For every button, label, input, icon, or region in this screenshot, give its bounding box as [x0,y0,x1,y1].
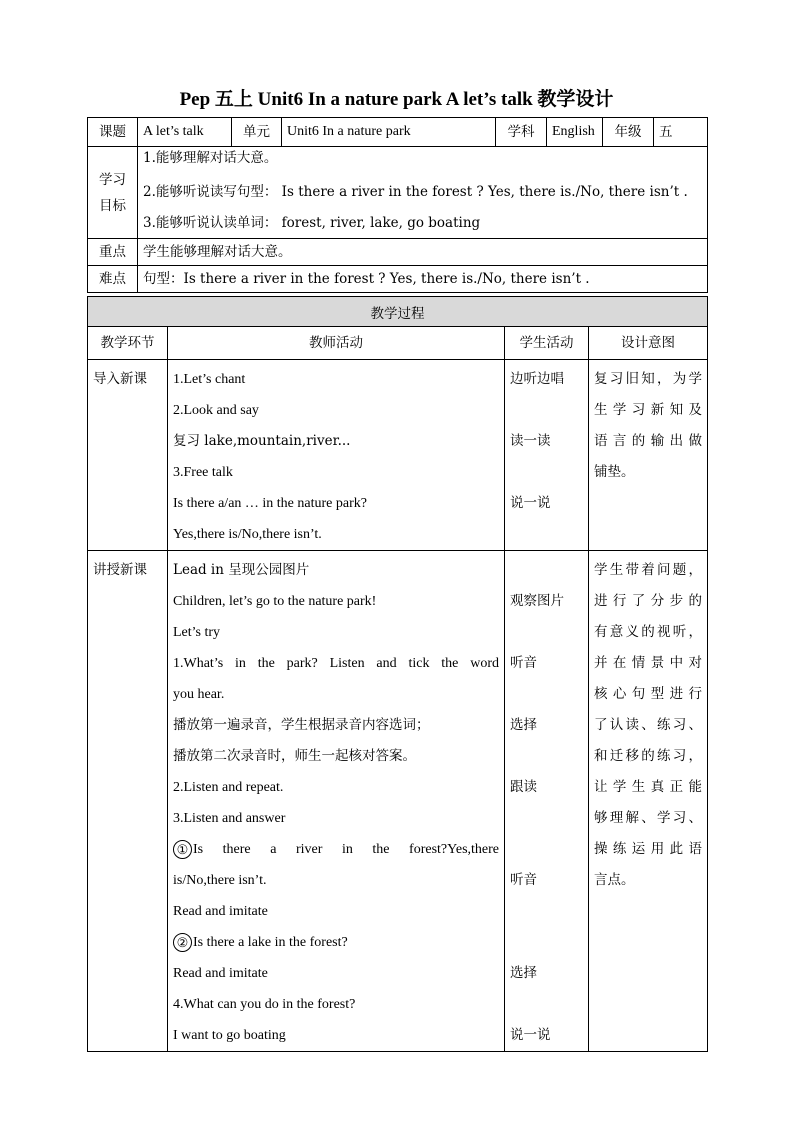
goals-label [88,147,138,239]
teacher-line: Yes,there is/No,there isn’t. [173,527,322,542]
teacher-line: 1.What’s in the park? Listen and tick the word [173,656,499,671]
student-line [510,989,583,1020]
teacher-line: 3.Listen and answer [173,811,286,826]
column-header: 设计意图 [589,327,708,360]
stage-name: 讲授新课 [88,551,168,1052]
unit-label: 单元 [232,118,282,147]
student-line: 说一说 [510,495,551,511]
design-intent [589,551,708,1052]
student-line [510,803,583,834]
goals-content [138,147,708,239]
student-line: 边听边唱 [510,371,564,387]
difficulty-label: 难点 [88,266,138,293]
teacher-line: 4.What can you do in the forest? [173,997,356,1012]
key-point-label: 重点 [88,239,138,266]
intent-line: 有意义的视听， [594,624,702,640]
intent-line: 核心句型进行 [594,686,702,702]
subject-label: 学科 [496,118,547,147]
topic-value: A let’s talk [138,118,232,147]
teacher-line: Read and imitate [173,966,268,981]
intent-line: 复习旧知，为学 [594,371,702,387]
student-line: 选择 [510,965,537,981]
goal-line: 3.能够听说认读单词： forest, river, lake, go boating [143,215,481,231]
student-line [510,679,583,710]
student-line: 读一读 [510,433,551,449]
teacher-line: 播放第二次录音时，师生一起核对答案。 [173,748,416,764]
intent-line: 语言的输出做 [594,433,702,449]
student-line: 选择 [510,717,537,733]
unit-value: Unit6 In a nature park [282,118,496,147]
teacher-line: Read and imitate [173,904,268,919]
student-line [510,519,583,550]
subject-value: English [547,118,603,147]
grade-label: 年级 [603,118,654,147]
stage-name: 导入新课 [88,360,168,551]
goal-line: 1.能够理解对话大意。 [143,150,278,166]
design-intent [589,360,708,551]
teacher-activity [168,551,505,1052]
teacher-line [173,834,499,865]
column-header: 学生活动 [505,327,589,360]
goal-line: 2.能够听说读写句型： Is there a river in the forest ? Yes, there is./No, there isn’t . [143,184,688,200]
column-header: 教学环节 [88,327,168,360]
intent-line: 并在情景中对 [594,655,702,671]
goals-label-text: 学习目标 [99,171,126,214]
student-activity [505,360,589,551]
student-activity [505,551,589,1052]
topic-label: 课题 [88,118,138,147]
number-marker: ① [173,840,192,859]
teacher-activity [168,360,505,551]
student-line [510,927,583,958]
teacher-line-text: Is there a river in the forest?Yes,there [193,842,499,857]
student-line [510,457,583,488]
difficulty-value: 句型：Is there a river in the forest ? Yes, there is./No, there isn’t . [138,266,708,293]
intent-line: 言点。 [594,872,635,888]
teacher-line: 3.Free talk [173,465,233,480]
number-marker: ② [173,933,192,952]
teacher-line: you hear. [173,687,225,702]
teacher-line: Lead in 呈现公园图片 [173,562,310,578]
teacher-line: 1.Let’s chant [173,372,246,387]
student-line [510,555,583,586]
teacher-line-text: Is there a lake in the forest? [193,935,348,950]
student-line: 跟读 [510,779,537,795]
intent-line: 让学生真正能 [594,779,702,795]
intent-line: 够理解、学习、 [594,810,702,826]
student-line [510,395,583,426]
intent-line: 和迁移的练习， [594,748,702,764]
intent-line: 生学习新知及 [594,402,702,418]
info-table [87,117,708,293]
intent-line: 学生带着问题， [594,562,702,578]
student-line [510,741,583,772]
teacher-line: Is there a/an … in the nature park? [173,496,367,511]
teacher-line: 复习 lake,mountain,river... [173,433,351,449]
student-line: 观察图片 [510,593,564,609]
intent-line: 了认读、练习、 [594,717,702,733]
student-line [510,617,583,648]
teacher-line: is/No,there isn’t. [173,873,267,888]
process-table [87,296,708,1052]
teacher-line: 播放第一遍录音，学生根据录音内容选词； [173,717,430,733]
teacher-line: 2.Look and say [173,403,259,418]
teacher-line: 2.Listen and repeat. [173,780,284,795]
teacher-line [173,927,499,958]
key-point-value: 学生能够理解对话大意。 [138,239,708,266]
intent-line: 操练运用此语 [594,841,702,857]
column-header: 教师活动 [168,327,505,360]
student-line [510,896,583,927]
student-line: 说一说 [510,1027,551,1043]
student-line: 听音 [510,655,537,671]
teacher-line: Let’s try [173,625,221,640]
intent-line: 铺垫。 [594,464,635,480]
student-line [510,834,583,865]
page-title: Pep 五上 Unit6 In a nature park A let’s talk 教学设计 [179,89,614,110]
grade-value: 五 [654,118,708,147]
intent-line: 进行了分步的 [594,593,702,609]
teacher-line: I want to go boating [173,1028,286,1043]
process-title: 教学过程 [88,297,708,327]
student-line: 听音 [510,872,537,888]
teacher-line: Children, let’s go to the nature park! [173,594,377,609]
